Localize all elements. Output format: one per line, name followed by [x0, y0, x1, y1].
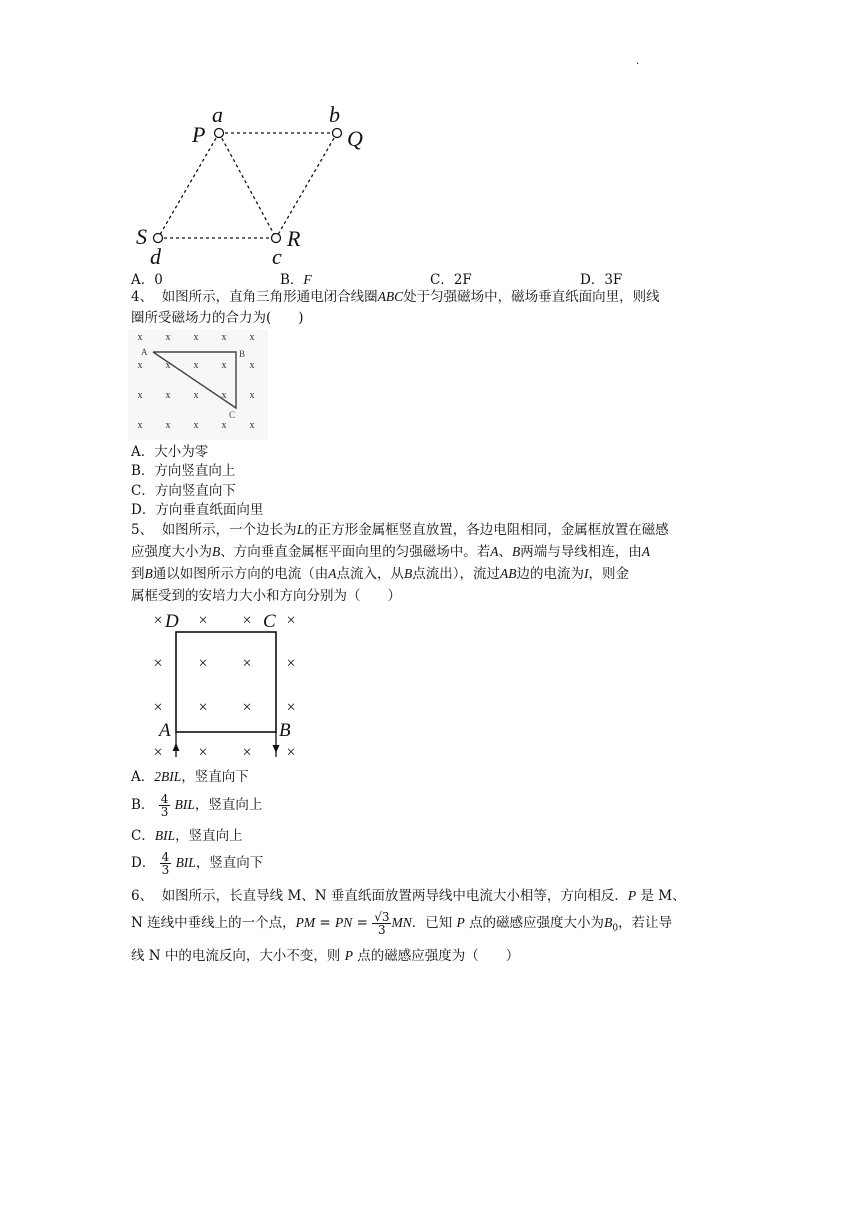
label-a: a: [212, 102, 223, 127]
svg-text:×: ×: [242, 699, 252, 716]
label-P: P: [192, 122, 206, 147]
q3-option-a: A．0: [131, 272, 163, 288]
svg-text:×: ×: [242, 612, 252, 629]
q5-option-a: A．2BIL，竖直向下: [131, 769, 249, 785]
svg-text:x: x: [249, 360, 255, 371]
q4-field-cross: x: [137, 332, 143, 343]
q5-stem-line2: 应强度大小为B、方向垂直金属框平面向里的匀强磁场中。若A、B两端与导线相连，由A: [131, 544, 650, 560]
q5-option-c: C．BIL，竖直向上: [131, 828, 243, 844]
q5-stem-line1: 5、 如图所示，一个边长为L的正方形金属框竖直放置，各边电阻相同，金属框放置在磁感: [131, 522, 669, 538]
svg-text:x: x: [193, 420, 199, 431]
q3-option-d: D．3F: [580, 272, 623, 288]
svg-text:x: x: [193, 390, 199, 401]
svg-text:x: x: [249, 390, 255, 401]
label-b: b: [329, 102, 340, 127]
q4-option-c: C．方向竖直向下: [131, 483, 236, 499]
svg-text:×: ×: [198, 699, 208, 716]
svg-text:x: x: [249, 420, 255, 431]
q5-label-D: D: [165, 611, 179, 632]
q6-stem-line3: 线 N 中的电流反向，大小不变，则 P 点的磁感应强度为（ ）: [131, 948, 520, 964]
q5-option-d: D． $\frac{4}{3}$ BIL，竖直向下: [131, 850, 264, 877]
q3-option-c: C．2F: [430, 272, 472, 288]
point-P: [215, 129, 224, 138]
svg-text:x: x: [165, 360, 171, 371]
q5-label-C: C: [263, 611, 276, 632]
svg-text:x: x: [221, 420, 227, 431]
svg-text:×: ×: [153, 655, 163, 672]
square-frame-figure: [145, 605, 310, 765]
svg-text:x: x: [221, 360, 227, 371]
q5-square-frame: [176, 632, 276, 732]
svg-text:×: ×: [198, 744, 208, 761]
svg-text:×: ×: [286, 612, 296, 629]
point-S: [154, 234, 163, 243]
q4-option-d: D．方向垂直纸面向里: [131, 502, 264, 518]
q3-option-b: B．F: [280, 272, 312, 288]
q5-current-in-arrow: [173, 743, 180, 751]
q4-option-b: B．方向竖直向上: [131, 463, 236, 479]
rhombus-figure: [128, 100, 388, 270]
label-S: S: [136, 224, 147, 249]
label-Q: Q: [347, 126, 363, 151]
svg-text:x: x: [193, 332, 199, 343]
svg-text:x: x: [165, 332, 171, 343]
q5-label-B: B: [279, 720, 291, 741]
svg-text:x: x: [137, 360, 143, 371]
q4-option-a: A．大小为零: [131, 444, 209, 460]
q4-label-A: A: [141, 347, 148, 357]
svg-text:×: ×: [198, 612, 208, 629]
svg-text:×: ×: [153, 699, 163, 716]
label-c: c: [272, 244, 282, 269]
q5-current-out-arrow: [273, 745, 280, 753]
q5-field-cross: ×: [153, 612, 163, 629]
point-R: [272, 234, 281, 243]
svg-text:x: x: [137, 390, 143, 401]
q4-label-B: B: [239, 349, 246, 359]
svg-text:x: x: [221, 332, 227, 343]
svg-text:×: ×: [198, 655, 208, 672]
svg-text:x: x: [165, 420, 171, 431]
q4-stem-line1: 4、 如图所示，直角三角形通电闭合线圈ABC处于匀强磁场中，磁场垂直纸面向里，则线: [131, 289, 660, 305]
q4-label-C: C: [229, 410, 236, 420]
q5-stem-line4: 属框受到的安培力大小和方向分别为（ ）: [131, 588, 401, 604]
svg-text:x: x: [221, 390, 227, 401]
q6-stem-line2: N 连线中垂线上的一个点，PM = PN = $\frac{√3}{3}$ MN．已知 P 点的磁感应强度大小为$B_0$，若让导: [131, 910, 673, 937]
label-d: d: [150, 244, 161, 269]
q5-option-b: B． $\frac{4}{3}$ BIL，竖直向上: [131, 792, 263, 819]
svg-text:x: x: [193, 360, 199, 371]
label-R: R: [287, 226, 301, 251]
svg-text:×: ×: [153, 744, 163, 761]
q5-label-A: A: [159, 720, 171, 741]
svg-text:x: x: [137, 420, 143, 431]
svg-text:×: ×: [286, 699, 296, 716]
svg-text:×: ×: [242, 744, 252, 761]
svg-text:×: ×: [286, 655, 296, 672]
svg-text:x: x: [165, 390, 171, 401]
svg-text:x: x: [249, 332, 255, 343]
q6-stem-line1: 6、 如图所示，长直导线 M、N 垂直纸面放置两导线中电流大小相等，方向相反．P 是 M、: [131, 888, 686, 904]
q4-stem-line2: 圈所受磁场力的合力为( ): [131, 310, 304, 326]
triangle-field-figure: [128, 330, 268, 440]
point-Q: [333, 129, 342, 138]
q5-stem-line3: 到B通以如图所示方向的电流（由A点流入，从B点流出），流过AB边的电流为I，则金: [131, 566, 629, 582]
svg-text:×: ×: [242, 655, 252, 672]
svg-text:×: ×: [286, 744, 296, 761]
corner-dot: .: [636, 56, 640, 67]
